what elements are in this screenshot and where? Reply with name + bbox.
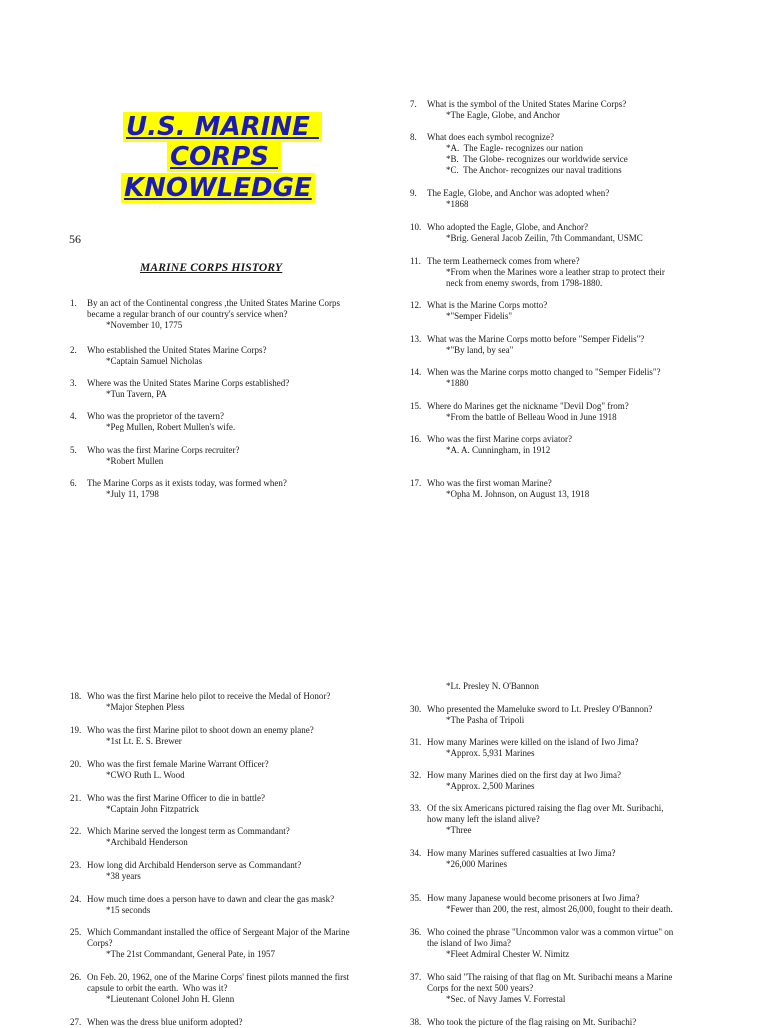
answer-text: *Tun Tavern, PA [106, 389, 167, 399]
answer-text: neck from enemy swords, from 1798-1880. [446, 278, 603, 288]
question-text: Who was the first woman Marine? [427, 478, 552, 488]
answer-text: *Peg Mullen, Robert Mullen's wife. [106, 422, 236, 432]
question-number: 2. [70, 345, 77, 355]
answer-text: *From when the Marines wore a leather strap to protect their [446, 267, 665, 277]
answer-text: *Fleet Admiral Chester W. Nimitz [446, 949, 570, 959]
answer-text: *Three [446, 825, 472, 835]
question-number: 17. [410, 478, 422, 488]
question-number: 27. [70, 1017, 82, 1027]
question-number: 19. [70, 725, 82, 735]
question-text: When was the dress blue uniform adopted? [87, 1017, 243, 1027]
answer-text: *From the battle of Belleau Wood in June 1918 [446, 412, 617, 422]
answer-text: *November 10, 1775 [106, 320, 183, 330]
question-text: Who was the first Marine corps aviator? [427, 434, 572, 444]
question-number: 36. [410, 927, 422, 937]
question-number: 33. [410, 803, 422, 813]
title-line-1: U.S. MARINE [123, 112, 322, 142]
title-line-3: KNOWLEDGE [121, 173, 315, 203]
question-text: How many Marines were killed on the island of Iwo Jima? [427, 737, 639, 747]
question-number: 21. [70, 793, 82, 803]
question-number: 32. [410, 770, 422, 780]
question-text: Which Marine served the longest term as Commandant? [87, 826, 290, 836]
question-number: 15. [410, 401, 422, 411]
question-number: 7. [410, 99, 417, 109]
question-number: 16. [410, 434, 422, 444]
answer-text: *July 11, 1798 [106, 489, 159, 499]
question-text: The Eagle, Globe, and Anchor was adopted when? [427, 188, 610, 198]
answer-text: *Fewer than 200, the rest, almost 26,000, fought to their death. [446, 904, 673, 914]
question-number: 1. [70, 298, 77, 308]
question-text: Who was the first Marine helo pilot to receive the Medal of Honor? [87, 691, 331, 701]
answer-text: *Archibald Henderson [106, 837, 188, 847]
answer-text: *CWO Ruth L. Wood [106, 770, 185, 780]
question-text: Which Commandant installed the office of Sergeant Major of the Marine [87, 927, 350, 937]
question-text: Corps? [87, 938, 113, 948]
question-number: 24. [70, 894, 82, 904]
question-text: Corps for the next 500 years? [427, 983, 534, 993]
title-line-2: CORPS [167, 142, 281, 172]
question-text: how many left the island alive? [427, 814, 540, 824]
question-number: 26. [70, 972, 82, 982]
question-text: How many Marines suffered casualties at Iwo Jima? [427, 848, 616, 858]
question-text: the island of Iwo Jima? [427, 938, 511, 948]
question-text: What is the symbol of the United States Marine Corps? [427, 99, 627, 109]
question-text: Who was the first female Marine Warrant Officer? [87, 759, 269, 769]
question-text: Of the six Americans pictured raising the flag over Mt. Suribachi, [427, 803, 664, 813]
question-number: 12. [410, 300, 422, 310]
question-number: 13. [410, 334, 422, 344]
question-number: 11. [410, 256, 421, 266]
question-text: Who was the proprietor of the tavern? [87, 411, 224, 421]
answer-text: *Approx. 2,500 Marines [446, 781, 535, 791]
answer-text: *Captain John Fitzpatrick [106, 804, 199, 814]
question-number: 23. [70, 860, 82, 870]
answer-text: *1st Lt. E. S. Brewer [106, 736, 182, 746]
answer-text: *C. The Anchor- recognizes our naval traditions [446, 165, 622, 175]
answer-text: *1868 [446, 199, 469, 209]
answer-text: *1880 [446, 378, 469, 388]
question-text: Who established the United States Marine Corps? [87, 345, 267, 355]
answer-text: *26,000 Marines [446, 859, 507, 869]
answer-text: *"Semper Fidelis" [446, 311, 513, 321]
answer-text: *Sec. of Navy James V. Forrestal [446, 994, 566, 1004]
question-number: 8. [410, 132, 417, 142]
answer-text: *Opha M. Johnson, on August 13, 1918 [446, 489, 590, 499]
answer-text: *Lt. Presley N. O'Bannon [446, 681, 539, 691]
question-text: Who was the first Marine Corps recruiter? [87, 445, 240, 455]
section-title: MARINE CORPS HISTORY [140, 262, 283, 274]
question-text: When was the Marine corps motto changed to "Semper Fidelis"? [427, 367, 661, 377]
question-text: Who adopted the Eagle, Globe, and Anchor? [427, 222, 588, 232]
answer-text: *Approx. 5,931 Marines [446, 748, 535, 758]
question-number: 6. [70, 478, 77, 488]
question-text: By an act of the Continental congress ,the United States Marine Corps [87, 298, 340, 308]
question-number: 35. [410, 893, 422, 903]
answer-text: *15 seconds [106, 905, 151, 915]
question-number: 9. [410, 188, 417, 198]
answer-text: *Major Stephen Pless [106, 702, 185, 712]
question-text: Who took the picture of the flag raising on Mt. Suribachi? [427, 1017, 637, 1027]
answer-text: *The 21st Commandant, General Pate, in 1957 [106, 949, 275, 959]
question-number: 18. [70, 691, 82, 701]
question-number: 3. [70, 378, 77, 388]
question-text: The Marine Corps as it exists today, was formed when? [87, 478, 287, 488]
question-text: capsule to orbit the earth. Who was it? [87, 983, 228, 993]
question-text: The term Leatherneck comes from where? [427, 256, 580, 266]
question-number: 20. [70, 759, 82, 769]
answer-text: *A. A. Cunningham, in 1912 [446, 445, 551, 455]
question-text: On Feb. 20, 1962, one of the Marine Corps' finest pilots manned the first [87, 972, 350, 982]
question-text: became a regular branch of our country's service when? [87, 309, 288, 319]
question-number: 38. [410, 1017, 422, 1027]
question-text: Where was the United States Marine Corps established? [87, 378, 290, 388]
question-number: 22. [70, 826, 82, 836]
answer-text: *38 years [106, 871, 141, 881]
question-text: How much time does a person have to dawn and clear the gas mask? [87, 894, 335, 904]
question-number: 10. [410, 222, 422, 232]
question-number: 37. [410, 972, 422, 982]
question-text: Who was the first Marine pilot to shoot down an enemy plane? [87, 725, 314, 735]
question-text: Who coined the phrase "Uncommon valor was a common virtue" on [427, 927, 674, 937]
answer-text: *B. The Globe- recognizes our worldwide service [446, 154, 628, 164]
question-text: What is the Marine Corps motto? [427, 300, 548, 310]
question-number: 5. [70, 445, 77, 455]
question-number: 14. [410, 367, 422, 377]
answer-text: *Lieutenant Colonel John H. Glenn [106, 994, 235, 1004]
question-text: Who was the first Marine Officer to die in battle? [87, 793, 266, 803]
question-number: 30. [410, 704, 422, 714]
answer-text: *A. The Eagle- recognizes our nation [446, 143, 584, 153]
question-text: Who said "The raising of that flag on Mt. Suribachi means a Marine [427, 972, 673, 982]
page-number: 56 [69, 232, 81, 246]
question-text: How many Japanese would become prisoners at Iwo Jima? [427, 893, 640, 903]
answer-text: *"By land, by sea" [446, 345, 514, 355]
question-number: 25. [70, 927, 82, 937]
question-text: How long did Archibald Henderson serve as Commandant? [87, 860, 302, 870]
question-text: How many Marines died on the first day at Iwo Jima? [427, 770, 621, 780]
answer-text: *The Eagle, Globe, and Anchor [446, 110, 560, 120]
question-number: 4. [70, 411, 77, 421]
answer-text: *Brig. General Jacob Zeilin, 7th Commandant, USMC [446, 233, 643, 243]
answer-text: *Captain Samuel Nicholas [106, 356, 202, 366]
question-text: Where do Marines get the nickname "Devil Dog" from? [427, 401, 629, 411]
question-number: 31. [410, 737, 422, 747]
question-number: 34. [410, 848, 422, 858]
answer-text: *Robert Mullen [106, 456, 164, 466]
answer-text: *The Pasha of Tripoli [446, 715, 525, 725]
question-text: What does each symbol recognize? [427, 132, 554, 142]
question-text: Who presented the Mameluke sword to Lt. Presley O'Bannon? [427, 704, 653, 714]
question-text: What was the Marine Corps motto before "Semper Fidelis"? [427, 334, 645, 344]
